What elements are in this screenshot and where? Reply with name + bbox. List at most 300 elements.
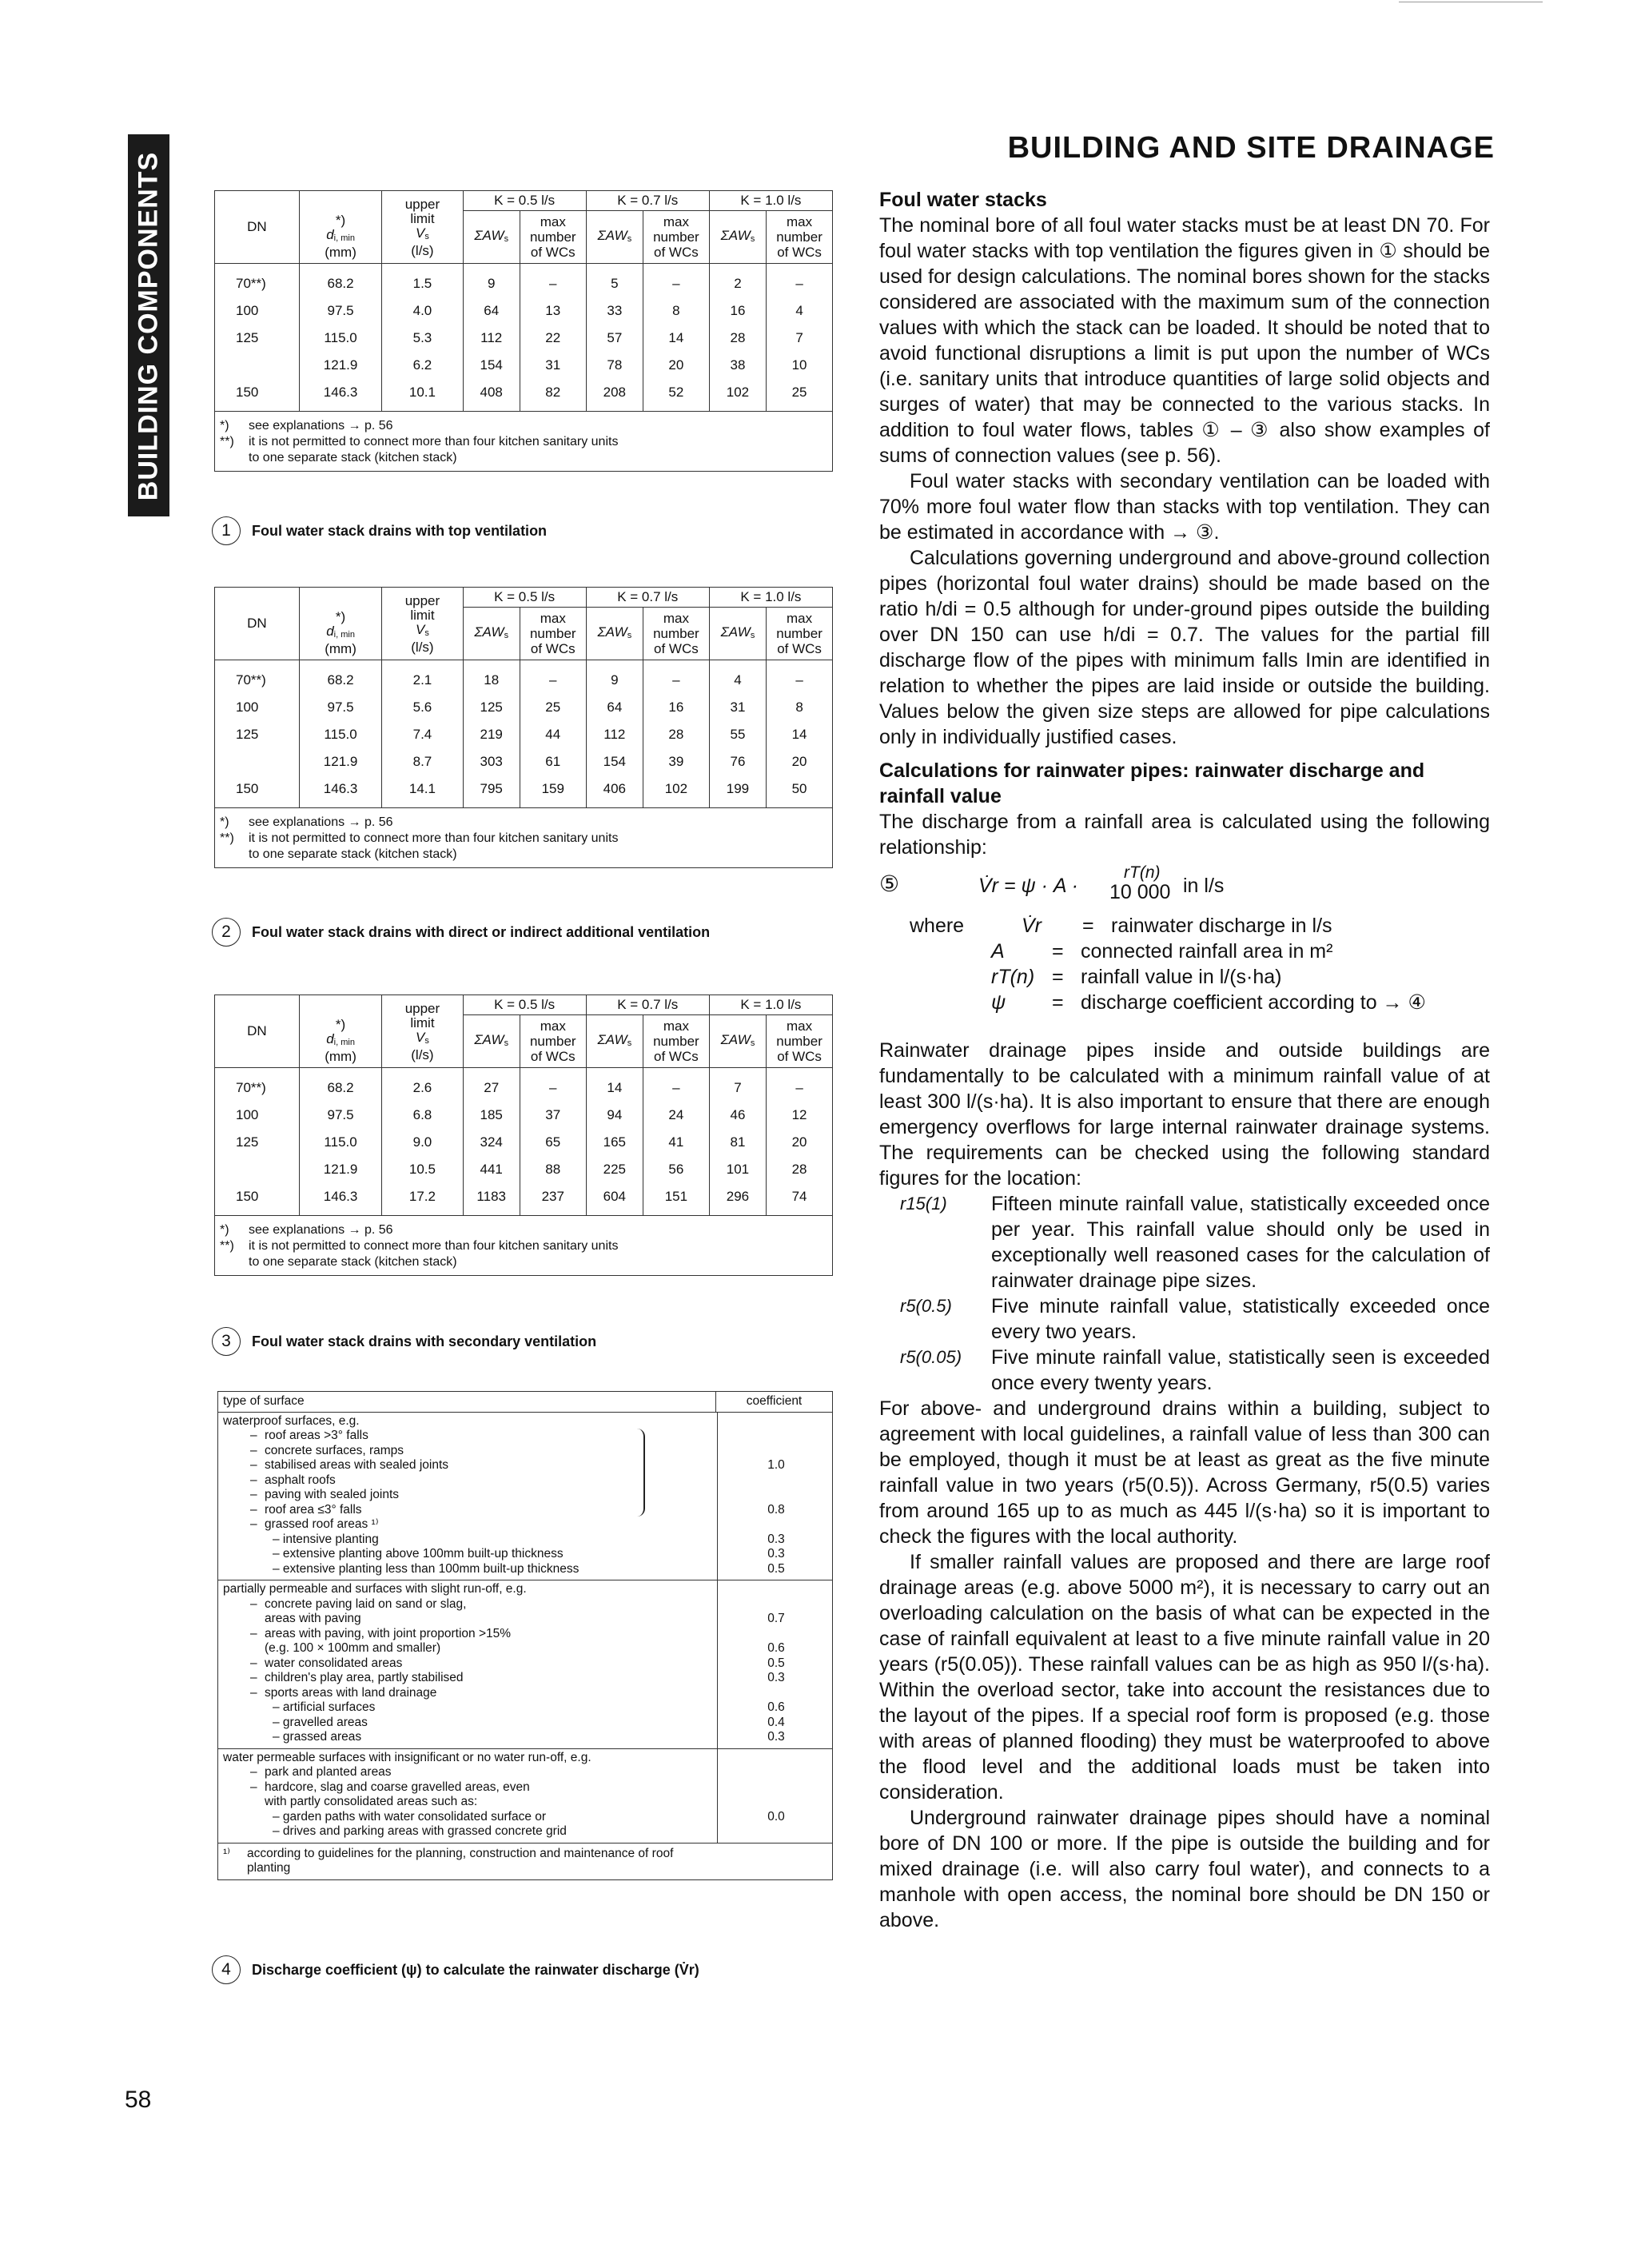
- table-cell: 146.3: [299, 379, 382, 412]
- paragraph: Rainwater drainage pipes inside and outside buildings are fundamentally to be calculated with a minimum rainfall value of at least 300 l/(s·ha). It is also important to ensure that there are enough emergency overflows for large internal rainwater drainage systems. The requirements can be checked using the following standard figures for the location:: [879, 1039, 1490, 1190]
- table-cell: 5: [586, 264, 643, 298]
- stack-table-block: [214, 587, 833, 868]
- caption-text: Discharge coefficient (ψ) to calculate the rainwater discharge (V̇r): [252, 1962, 699, 1978]
- coef-surface-text: sports areas with land drainage: [265, 1685, 437, 1700]
- coef-dash: –: [250, 1656, 257, 1670]
- col-header-sum-label: ΣAW: [474, 624, 504, 640]
- col-header-unit: (mm): [325, 641, 356, 656]
- coef-section: [218, 1413, 832, 1581]
- table-cell: 76: [709, 748, 766, 775]
- coef-surface-line: [218, 1730, 832, 1745]
- col-header-max-line: number: [776, 229, 822, 245]
- col-header-max-line: max: [540, 214, 566, 229]
- col-header-sum-label: ΣAW: [720, 1031, 751, 1047]
- table-cell: 88: [520, 1156, 586, 1183]
- table-cell: 121.9: [299, 352, 382, 379]
- definition-text: Five minute rainfall value, statistically seen is exceeded once every twenty years.: [991, 1346, 1490, 1394]
- col-header-dimin: [299, 191, 382, 264]
- coef-surface-line: [218, 1597, 832, 1612]
- table-cell: 100: [215, 694, 300, 721]
- coef-surface-text: – artificial surfaces: [273, 1700, 376, 1714]
- col-header-max-line: of WCs: [654, 1049, 699, 1064]
- table-row: [215, 1068, 833, 1102]
- table-cell: 9.0: [382, 1129, 463, 1156]
- table-cell: 31: [709, 694, 766, 721]
- definition-symbol: r5(0.05): [900, 1347, 962, 1367]
- k-header: K = 1.0 l/s: [709, 191, 832, 211]
- col-header-limit: limit: [410, 1015, 435, 1030]
- footnote-line: [220, 434, 827, 450]
- definition-symbol: r5(0.5): [900, 1296, 952, 1316]
- footnote-line: [220, 831, 827, 847]
- col-header-max-line: max: [786, 611, 813, 626]
- table-cell: 165: [586, 1129, 643, 1156]
- table-cell: 303: [463, 748, 520, 775]
- coef-surface-text: waterproof surfaces, e.g.: [223, 1413, 360, 1428]
- table-row: [215, 264, 833, 298]
- coef-section: [218, 1580, 832, 1749]
- footnote-line: [220, 1238, 827, 1254]
- coef-surface-line: [218, 1473, 832, 1489]
- footnote-mark: *): [220, 419, 229, 432]
- table-cell: 604: [586, 1183, 643, 1216]
- table-cell: 25: [767, 379, 833, 412]
- table-row: [215, 352, 833, 379]
- table-cell: 10.5: [382, 1156, 463, 1183]
- col-header-sub: i, min: [333, 233, 355, 243]
- col-header-max-line: of WCs: [530, 641, 576, 656]
- col-header-upper: upper: [404, 593, 440, 608]
- table-cell: –: [643, 1068, 709, 1102]
- col-header-symbol: [303, 228, 379, 245]
- table-cell: 1.5: [382, 264, 463, 298]
- table-cell: 10: [767, 352, 833, 379]
- table-cell: 50: [767, 775, 833, 808]
- table-cell: 55: [709, 721, 766, 748]
- col-header-unit: (l/s): [411, 1047, 434, 1062]
- table-cell: 7: [767, 325, 833, 352]
- table-cell: 14: [643, 325, 709, 352]
- col-header-sum-label: ΣAW: [597, 1031, 627, 1047]
- coef-surface-text: water consolidated areas: [265, 1656, 403, 1670]
- where-definition: rainfall value in l/(s·ha): [1081, 966, 1282, 988]
- table-row: [215, 721, 833, 748]
- coef-dash: –: [250, 1596, 257, 1611]
- caption-number: 2: [212, 918, 241, 947]
- formula-unit: in l/s: [1183, 875, 1225, 897]
- formula-number: ⑤: [879, 871, 900, 896]
- table-cell: –: [520, 1068, 586, 1102]
- table-cell: 41: [643, 1129, 709, 1156]
- col-header-dn: DN: [215, 995, 300, 1068]
- table-cell: 7: [709, 1068, 766, 1102]
- table-cell: 159: [520, 775, 586, 808]
- col-header-max-line: of WCs: [777, 641, 822, 656]
- col-header-max-line: number: [653, 229, 699, 245]
- col-header-max-line: of WCs: [530, 1049, 576, 1064]
- table-cell: 46: [709, 1102, 766, 1129]
- coef-surface-line: [218, 1582, 832, 1597]
- col-header-sub: s: [424, 628, 429, 638]
- col-header-sum-label: ΣAW: [597, 227, 627, 243]
- side-tab: [128, 134, 169, 516]
- footnote-line: [220, 847, 827, 863]
- table-cell: 7.4: [382, 721, 463, 748]
- coef-dash: –: [250, 1443, 257, 1457]
- table-cell: 16: [643, 694, 709, 721]
- stack-table-block: [214, 190, 833, 472]
- coef-surface-text: partially permeable and surfaces with slight run-off, e.g.: [223, 1582, 527, 1596]
- coef-surface-text: – garden paths with water consolidated surface or: [273, 1809, 547, 1824]
- col-header-max-line: number: [529, 229, 576, 245]
- where-equals: =: [1082, 915, 1094, 937]
- col-header-max-line: of WCs: [654, 245, 699, 260]
- col-header-max: [520, 608, 586, 660]
- footnote-line: [220, 1222, 827, 1238]
- table-cell: 24: [643, 1102, 709, 1129]
- col-header-dn: DN: [215, 588, 300, 660]
- coef-dash: –: [250, 1458, 257, 1472]
- table-cell: 150: [215, 1183, 300, 1216]
- table-cell: 68.2: [299, 264, 382, 298]
- table-cell: 121.9: [299, 1156, 382, 1183]
- col-header-vs: [382, 588, 463, 660]
- table-cell: 154: [463, 352, 520, 379]
- coef-surface-line: [218, 1765, 832, 1780]
- col-header-limit: limit: [410, 211, 435, 226]
- k-header: K = 1.0 l/s: [709, 588, 832, 608]
- page-number: 58: [125, 2087, 152, 2113]
- coef-surface-line: [218, 1641, 832, 1656]
- coef-value: 0.5: [767, 1561, 785, 1576]
- table-cell: 37: [520, 1102, 586, 1129]
- table-cell: 57: [586, 325, 643, 352]
- coef-surface-text: grassed roof areas ¹⁾: [265, 1517, 379, 1531]
- table-cell: 61: [520, 748, 586, 775]
- table-cell: 65: [520, 1129, 586, 1156]
- caption-1: [212, 516, 827, 545]
- caption-text: Foul water stack drains with direct or indirect additional ventilation: [252, 924, 711, 940]
- table-cell: 795: [463, 775, 520, 808]
- coef-dash: –: [250, 1473, 257, 1487]
- coef-surface-text: (e.g. 100 × 100mm and smaller): [265, 1641, 441, 1655]
- table-cell: 125: [215, 325, 300, 352]
- footnote-mark: *): [220, 815, 229, 829]
- rainfall-definition: [879, 1191, 1490, 1293]
- col-header-max-line: of WCs: [530, 245, 576, 260]
- col-header-sum: [586, 1015, 643, 1068]
- table-cell: 199: [709, 775, 766, 808]
- table-cell: 121.9: [299, 748, 382, 775]
- col-header-symbol: [385, 1030, 459, 1048]
- footnote-text: it is not permitted to connect more than four kitchen sanitary units: [249, 435, 619, 448]
- table-cell: 97.5: [299, 1102, 382, 1129]
- table-cell: 70**): [215, 264, 300, 298]
- coef-surface-line: [218, 1824, 832, 1840]
- table-cell: 151: [643, 1183, 709, 1216]
- col-header-max-line: max: [540, 611, 566, 626]
- table-cell: –: [767, 264, 833, 298]
- coef-value: 0.3: [767, 1730, 785, 1744]
- coef-surface-text: stabilised areas with sealed joints: [265, 1458, 449, 1472]
- coef-surface-line: [218, 1444, 832, 1459]
- table-cell: 38: [709, 352, 766, 379]
- table-cell: 100: [215, 297, 300, 325]
- coef-value: 0.3: [767, 1671, 785, 1684]
- coef-footnote-mark: ¹⁾: [223, 1846, 230, 1860]
- table-cell: 17.2: [382, 1183, 463, 1216]
- col-header-max: [767, 211, 833, 264]
- table-cell: 125: [215, 1129, 300, 1156]
- col-header-upper: upper: [404, 1001, 440, 1016]
- coef-surface-line: [218, 1700, 832, 1716]
- col-header-unit: (mm): [325, 245, 356, 260]
- col-header-d: d: [326, 227, 334, 242]
- table-cell: 146.3: [299, 775, 382, 808]
- col-header-sum-label: ΣAW: [720, 624, 751, 640]
- coef-surface-line: [218, 1547, 832, 1562]
- coef-surface-line: [218, 1686, 832, 1701]
- coef-surface-line: [218, 1562, 832, 1577]
- table-cell: –: [520, 660, 586, 695]
- side-tab-label: BUILDING COMPONENTS: [133, 151, 164, 501]
- k-header: K = 0.5 l/s: [463, 588, 586, 608]
- col-header-d: d: [326, 1031, 334, 1046]
- table-row: [215, 1129, 833, 1156]
- coefficient-table: [217, 1391, 833, 1880]
- table-cell: 225: [586, 1156, 643, 1183]
- table-cell: 112: [463, 325, 520, 352]
- table-row: [215, 660, 833, 695]
- col-header-mark: *): [335, 213, 346, 228]
- caption-4: [212, 1955, 699, 1984]
- col-header-dimin: [299, 995, 382, 1068]
- table-cell: 22: [520, 325, 586, 352]
- heading-foul-water-stacks: Foul water stacks: [879, 189, 1047, 211]
- col-header-max: [643, 1015, 709, 1068]
- table-cell: 9: [586, 660, 643, 695]
- table-cell: –: [643, 660, 709, 695]
- where-definition: discharge coefficient according to → ④: [1081, 991, 1426, 1014]
- table-cell: 441: [463, 1156, 520, 1183]
- table-cell: 14: [767, 721, 833, 748]
- k-header: K = 0.7 l/s: [586, 995, 709, 1015]
- caption-number: 4: [212, 1955, 241, 1984]
- coef-value: 0.8: [767, 1502, 785, 1517]
- col-header-vs: [382, 191, 463, 264]
- table-cell: –: [643, 264, 709, 298]
- table-cell: 406: [586, 775, 643, 808]
- coef-value: 0.7: [767, 1612, 785, 1625]
- coef-value: 0.0: [767, 1809, 785, 1824]
- table-row: [215, 1183, 833, 1216]
- footnote-text: see explanations → p. 56: [249, 815, 393, 829]
- col-header-sub: s: [750, 1038, 755, 1048]
- col-header-sub: s: [504, 1038, 509, 1048]
- coef-surface-text: hardcore, slag and coarse gravelled areas, even: [265, 1780, 530, 1794]
- col-header-sum: [463, 1015, 520, 1068]
- rainfall-definition: [879, 1345, 1490, 1396]
- table-cell: 4: [709, 660, 766, 695]
- table-cell: 70**): [215, 660, 300, 695]
- coef-surface-line: [218, 1612, 832, 1627]
- col-header-v: V: [416, 225, 425, 241]
- table-cell: –: [767, 660, 833, 695]
- where-equals: =: [1052, 991, 1064, 1014]
- page-title: BUILDING AND SITE DRAINAGE: [1007, 131, 1495, 165]
- stack-table-block: [214, 994, 833, 1276]
- col-header-sub: s: [750, 630, 755, 640]
- caption-text: Foul water stack drains with top ventilation: [252, 523, 548, 539]
- col-header-max-line: number: [529, 1034, 576, 1049]
- table-cell: 44: [520, 721, 586, 748]
- col-header-max-line: max: [786, 214, 813, 229]
- definition-symbol: r15(1): [900, 1194, 947, 1214]
- footnote-mark: *): [220, 1223, 229, 1237]
- caption-number: 1: [212, 516, 241, 545]
- coef-surface-text: – gravelled areas: [273, 1715, 368, 1729]
- k-header: K = 1.0 l/s: [709, 995, 832, 1015]
- coef-value: 0.6: [767, 1641, 785, 1655]
- coef-surface-line: [218, 1503, 832, 1518]
- right-column: [879, 187, 1490, 1933]
- coef-dash: –: [250, 1488, 257, 1501]
- footnote-line: [220, 815, 827, 831]
- footnote-text: to one separate stack (kitchen stack): [249, 451, 457, 464]
- where-symbol: V̇r: [1022, 915, 1042, 937]
- table-cell: 102: [709, 379, 766, 412]
- heading-rainwater: Calculations for rainwater pipes: rainwater discharge and rainfall value: [879, 759, 1425, 807]
- table-row: [215, 325, 833, 352]
- col-header-max-line: of WCs: [777, 245, 822, 260]
- where-definition: connected rainfall area in m²: [1081, 940, 1333, 963]
- coef-header-surface: type of surface: [223, 1394, 305, 1408]
- table-cell: –: [520, 264, 586, 298]
- table-cell: 56: [643, 1156, 709, 1183]
- table-cell: 4.0: [382, 297, 463, 325]
- col-header-max-line: number: [653, 626, 699, 641]
- footnote-mark: **): [220, 435, 234, 448]
- k-header: K = 0.5 l/s: [463, 191, 586, 211]
- table-cell: 296: [709, 1183, 766, 1216]
- table-cell: 324: [463, 1129, 520, 1156]
- table-cell: 82: [520, 379, 586, 412]
- coef-surface-text: with partly consolidated areas such as:: [265, 1795, 478, 1808]
- table-cell: 20: [767, 748, 833, 775]
- table-cell: 5.6: [382, 694, 463, 721]
- footnote-mark: [220, 847, 249, 863]
- table-cell: 28: [709, 325, 766, 352]
- coef-dash: –: [250, 1765, 257, 1779]
- coef-surface-text: roof area ≤3° falls: [265, 1502, 362, 1517]
- coef-footnote-line: planting: [247, 1861, 291, 1875]
- where-label: where: [910, 915, 965, 937]
- coef-dash: –: [250, 1626, 257, 1640]
- coef-surface-text: paving with sealed joints: [265, 1488, 400, 1501]
- table-cell: 74: [767, 1183, 833, 1216]
- table-cell: 28: [643, 721, 709, 748]
- paragraph: Underground rainwater drainage pipes should have a nominal bore of DN 100 or more. If the pipe is outside the building and for mixed drainage (i.e. will also carry foul water), and connects to a manhole with open access, the nominal bore should be DN 150 or above.: [879, 1807, 1490, 1931]
- col-header-sub: s: [627, 630, 632, 640]
- table-cell: 102: [643, 775, 709, 808]
- coef-surface-text: – intensive planting: [273, 1532, 379, 1546]
- table-cell: 78: [586, 352, 643, 379]
- stack-table: [214, 190, 833, 412]
- col-header-dimin: [299, 588, 382, 660]
- formula-numerator: rT(n): [1124, 863, 1161, 882]
- stack-table-footnotes: [214, 808, 833, 868]
- col-header-sub: s: [627, 233, 632, 244]
- table-cell: 70**): [215, 1068, 300, 1102]
- table-cell: 219: [463, 721, 520, 748]
- col-header-limit: limit: [410, 608, 435, 623]
- col-header-max: [643, 211, 709, 264]
- col-header-max-line: number: [776, 1034, 822, 1049]
- table-cell: 2: [709, 264, 766, 298]
- table-cell: 237: [520, 1183, 586, 1216]
- col-header-upper: upper: [404, 197, 440, 212]
- paragraph: The discharge from a rainfall area is calculated using the following relationship:: [879, 811, 1490, 859]
- coef-surface-line: [218, 1671, 832, 1686]
- definition-text: Five minute rainfall value, statistically exceeded once every two years.: [991, 1295, 1490, 1343]
- coef-surface-text: areas with paving: [265, 1612, 361, 1625]
- coef-surface-line: [218, 1458, 832, 1473]
- coef-surface-line: [218, 1429, 832, 1444]
- table-cell: 2.6: [382, 1068, 463, 1102]
- col-header-max: [520, 211, 586, 264]
- coef-surface-line: [218, 1533, 832, 1548]
- col-header-symbol: [303, 624, 379, 642]
- coef-surface-line: [218, 1810, 832, 1825]
- where-list: [879, 913, 1490, 1015]
- table-cell: 6.2: [382, 352, 463, 379]
- paragraph: If smaller rainfall values are proposed and there are large roof drainage areas (e.g. above 5000 m²), it is necessary to carry out an overloading calculation on the basis of what can be expected in the case of rainfall equivalent at least to a five minute rainfall value in 20 years (r5(0.05)). These rainfall values can be as high as 950 l/(s·ha). Within the overload sector, take into account the resistances due to the layout of the pipes. If a special roof form is proposed (e.g. those with areas of planned flooding) they must be waterproofed to above the flood level and the additional loads must be taken into consideration.: [879, 1551, 1490, 1804]
- coef-surface-line: [218, 1414, 832, 1429]
- coef-surface-line: [218, 1716, 832, 1731]
- table-cell: 115.0: [299, 1129, 382, 1156]
- col-header-max-line: max: [786, 1018, 813, 1034]
- coef-dash: –: [250, 1685, 257, 1700]
- rainfall-definition: [879, 1293, 1490, 1345]
- col-header-sub: s: [504, 233, 509, 244]
- table-cell: 146.3: [299, 1183, 382, 1216]
- where-symbol: A: [991, 940, 1005, 963]
- col-header-sub: s: [627, 1038, 632, 1048]
- table-cell: 14.1: [382, 775, 463, 808]
- col-header-sum: [463, 211, 520, 264]
- coef-surface-text: children's play area, partly stabilised: [265, 1671, 464, 1684]
- footnote-line: [220, 450, 827, 466]
- coef-surface-text: water permeable surfaces with insignificant or no water run-off, e.g.: [223, 1750, 591, 1764]
- col-header-max: [520, 1015, 586, 1068]
- coef-dash: –: [250, 1429, 257, 1442]
- table-row: [215, 694, 833, 721]
- table-cell: 10.1: [382, 379, 463, 412]
- table-cell: 208: [586, 379, 643, 412]
- col-header-max-line: of WCs: [654, 641, 699, 656]
- col-header-vs: [382, 995, 463, 1068]
- table-cell: 16: [709, 297, 766, 325]
- footnote-mark: [220, 450, 249, 466]
- col-header-mark: *): [335, 609, 346, 624]
- coef-surface-line: [218, 1517, 832, 1533]
- table-cell: 8: [767, 694, 833, 721]
- table-cell: 97.5: [299, 694, 382, 721]
- coef-surface-text: – extensive planting less than 100mm built-up thickness: [273, 1561, 580, 1576]
- formula-denominator: 10 000: [1109, 881, 1171, 903]
- k-header: K = 0.7 l/s: [586, 191, 709, 211]
- coef-footnote: [218, 1843, 832, 1879]
